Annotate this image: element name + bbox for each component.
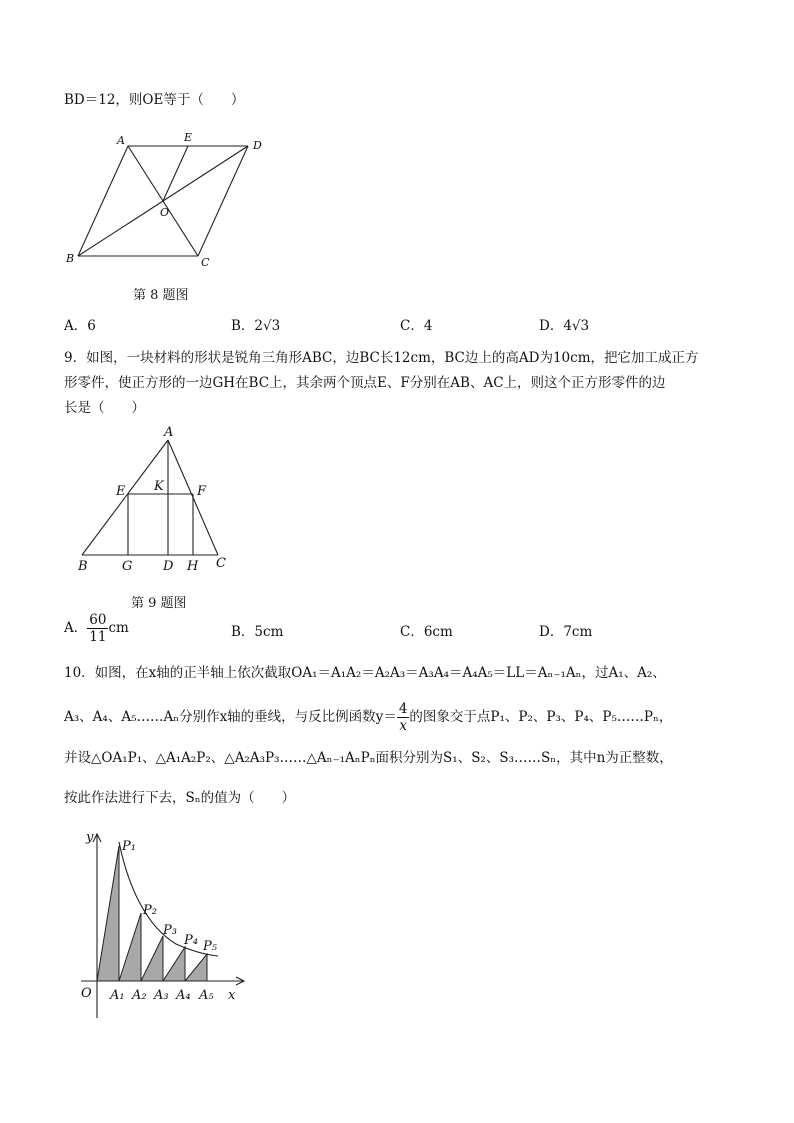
q10-function-fraction <box>397 701 410 734</box>
q9-option-a-fraction <box>87 612 108 645</box>
q10-figure <box>76 826 256 1021</box>
q9-figure <box>70 422 240 577</box>
q8-caption: 第 8 题图 <box>133 288 189 303</box>
q10-label-A5: A₅ <box>199 988 214 1003</box>
q10-label-A2: A₂ <box>132 988 147 1003</box>
q8-option-c: C．4 <box>400 318 433 334</box>
q9-label-B: B <box>78 559 88 574</box>
q9-option-c: C．6cm <box>400 624 453 640</box>
q10-label-O: O <box>81 986 92 1001</box>
q9-label-D: D <box>163 559 174 574</box>
q10-line-3: 并设△OA₁P₁、△A₁A₂P₂、△A₂A₃P₃……△Aₙ₋₁AₙPₙ面积分别为S₁、S₂、S₃……Sₙ，其中n为正整数， <box>64 750 673 766</box>
q10-line-1: 10．如图，在x轴的正半轴上依次截取OA₁＝A₁A₂＝A₂A₃＝A₃A₄＝A₄A₅＝LL＝Aₙ₋₁Aₙ，过A₁、A₂、 <box>64 665 666 681</box>
q9-option-b: B．5cm <box>231 624 284 640</box>
q8-label-D: D <box>253 139 262 152</box>
triangle-S4 <box>163 947 185 981</box>
q8-label-B: B <box>66 252 75 265</box>
q10-label-P5: P₅ <box>203 939 217 954</box>
q10-label-A3: A₃ <box>154 988 169 1003</box>
q8-label-C: C <box>201 256 210 268</box>
q9-line-1: 9．如图，一块材料的形状是锐角三角形ABC，边BC长12cm，BC边上的高AD为10cm，把它加工成正方 <box>64 350 699 366</box>
q9-label-H: H <box>187 559 199 574</box>
q9-label-E: E <box>116 484 126 499</box>
q10-label-A4: A₄ <box>176 988 191 1003</box>
q10-label-P2: P₂ <box>143 903 157 918</box>
q9-label-C: C <box>216 556 226 571</box>
triangle-S2 <box>119 913 141 981</box>
triangle-S1 <box>97 846 119 981</box>
q10-line-4: 按此作法进行下去，Sₙ的值为（ ） <box>64 790 296 806</box>
q10-fraction-denominator: x <box>399 718 407 734</box>
q9-option-d: D．7cm <box>539 624 593 640</box>
q8-option-a: A．6 <box>64 318 96 334</box>
q10-line-2-start: A₃、A₄、A₅……Aₙ分别作x轴的垂线，与反比例函数y＝ <box>64 709 397 725</box>
q8-stem-tail: BD＝12，则OE等于（ ） <box>64 92 245 108</box>
q8-option-b: B．2√3 <box>231 318 281 334</box>
q9-option-a-numerator: 60 <box>89 612 107 628</box>
q10-line-2 <box>64 700 672 734</box>
q9-label-G: G <box>122 559 133 574</box>
q8-label-A: A <box>117 134 125 147</box>
q10-label-x: x <box>228 988 236 1003</box>
q10-label-A1: A₁ <box>110 988 125 1003</box>
q10-fraction-numerator: 4 <box>398 701 408 717</box>
q8-figure <box>60 128 280 268</box>
q10-line-2-end: 的图象交于点P₁、P₂、P₃、P₄、P₅……Pₙ， <box>409 709 673 725</box>
q10-label-P4: P₄ <box>184 933 198 948</box>
q9-caption: 第 9 题图 <box>131 596 187 611</box>
q9-option-a-denominator: 11 <box>89 629 107 645</box>
triangle-S3 <box>141 936 163 981</box>
q9-option-a-unit: cm <box>108 620 129 636</box>
q9-option-a <box>64 612 129 645</box>
q10-label-P3: P₃ <box>163 923 177 938</box>
q9-label-F: F <box>197 484 207 499</box>
q9-line-3: 长是（ ） <box>64 400 145 416</box>
q9-label-A: A <box>164 425 174 440</box>
q9-option-a-prefix: A． <box>64 620 88 636</box>
q10-label-P1: P₁ <box>122 839 136 854</box>
q9-line-2: 形零件，使正方形的一边GH在BC上，其余两个顶点E、F分别在AB、AC上，则这个正方形零件的边 <box>64 375 666 391</box>
triangle-S5 <box>185 954 207 981</box>
q9-label-K: K <box>154 479 164 494</box>
q8-option-d: D．4√3 <box>539 318 590 334</box>
q8-label-O: O <box>160 206 170 219</box>
q8-label-E: E <box>184 131 193 144</box>
q10-label-y: y <box>86 830 94 845</box>
